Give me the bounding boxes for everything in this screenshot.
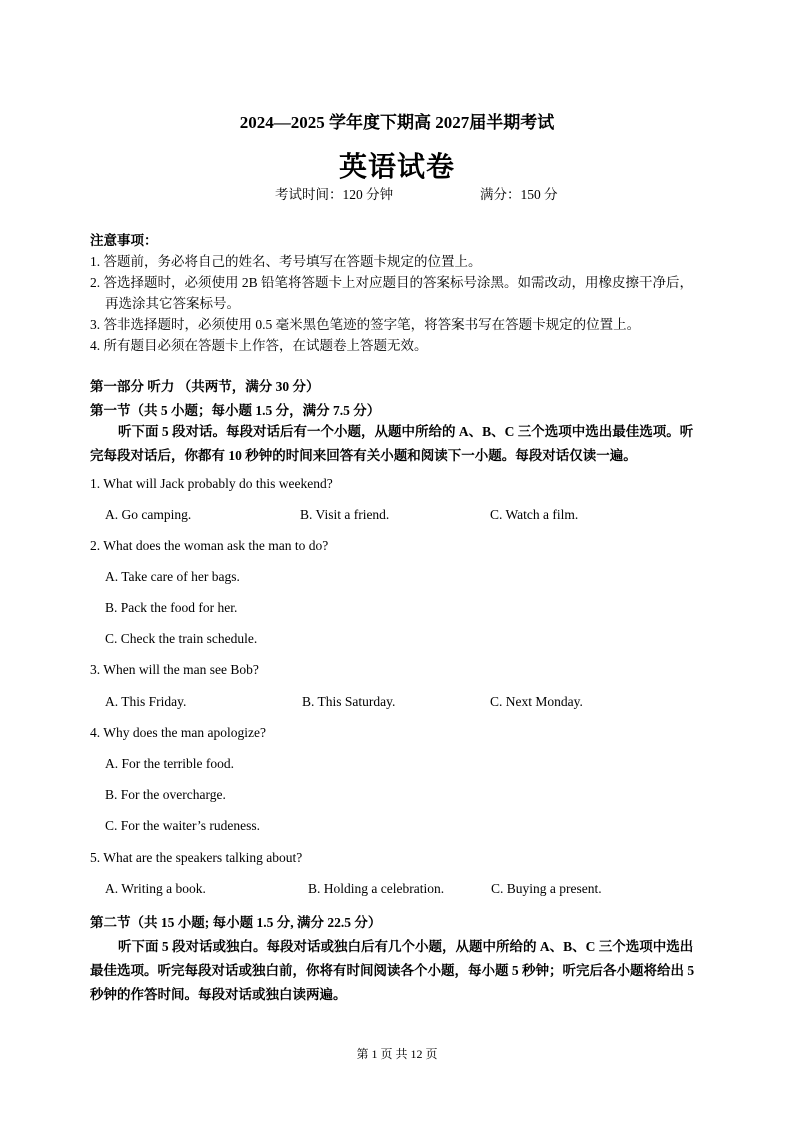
exam-time: 考试时间：120 分钟 xyxy=(275,187,394,202)
notice-item: 1. 答题前，务必将自己的姓名、考号填写在答题卡规定的位置上。 xyxy=(90,254,482,269)
answer-option: C. For the waiter’s rudeness. xyxy=(105,818,260,833)
question-stem: 1. What will Jack probably do this weekend? xyxy=(90,476,333,491)
page-number: 第 1 页 共 12 页 xyxy=(356,1047,438,1061)
full-score: 满分：150 分 xyxy=(480,187,558,202)
question-stem: 5. What are the speakers talking about? xyxy=(90,850,303,865)
answer-option: C. Watch a film. xyxy=(490,507,579,522)
question-stem: 4. Why does the man apologize? xyxy=(90,725,266,740)
answer-option: C. Check the train schedule. xyxy=(105,631,258,646)
answer-option: A. Writing a book. xyxy=(105,881,206,896)
answer-option: C. Buying a present. xyxy=(491,881,602,896)
answer-option: B. For the overcharge. xyxy=(105,787,226,802)
section2-instruction: 听下面 5 段对话或独白。每段对话或独白后有几个小题，从题中所给的 A、B、C 三个选项中选出最佳选项。听完每段对话或独白前，你将有时间阅读各个小题，每小题 5 秒钟；听完后各小题将给出 5 秒钟的作答时间。每段对话或独白读两遍。 xyxy=(90,939,695,1002)
part1-heading: 第一部分 听力 （共两节，满分 30 分） xyxy=(90,379,320,394)
answer-option: B. Visit a friend. xyxy=(300,507,390,522)
question-stem: 3. When will the man see Bob? xyxy=(90,662,259,677)
answer-option: B. Pack the food for her. xyxy=(105,600,238,615)
answer-option: B. This Saturday. xyxy=(302,694,396,709)
question-stem: 2. What does the woman ask the man to do? xyxy=(90,538,329,553)
answer-option: B. Holding a celebration. xyxy=(308,881,445,896)
answer-option: A. This Friday. xyxy=(105,694,187,709)
answer-option: A. Take care of her bags. xyxy=(105,569,240,584)
answer-option: A. Go camping. xyxy=(105,507,192,522)
section2-heading: 第二节（共 15 小题; 每小题 1.5 分, 满分 22.5 分） xyxy=(90,915,382,930)
section1-instruction: 听下面 5 段对话。每段对话后有一个小题，从题中所给的 A、B、C 三个选项中选出最佳选项。听完每段对话后，你都有 10 秒钟的时间来回答有关小题和阅读下一小题。每段对话仅读一遍。 xyxy=(90,424,694,463)
section1-heading: 第一节（共 5 小题；每小题 1.5 分，满分 7.5 分） xyxy=(90,403,381,418)
answer-option: A. For the terrible food. xyxy=(105,756,234,771)
answer-option: C. Next Monday. xyxy=(490,694,583,709)
notice-item: 4. 所有题目必须在答题卡上作答，在试题卷上答题无效。 xyxy=(90,338,428,353)
subject-title: 英语试卷 xyxy=(338,152,455,183)
notice-item-continued: 再选涂其它答案标号。 xyxy=(105,296,240,311)
notice-item: 3. 答非选择题时，必须使用 0.5 毫米黑色笔迹的签字笔，将答案书写在答题卡规定的位置上。 xyxy=(90,317,641,332)
notice-heading: 注意事项： xyxy=(90,233,158,248)
exam-title: 2024—2025 学年度下期高 2027届半期考试 xyxy=(239,113,555,132)
notice-item: 2. 答选择题时，必须使用 2B 铅笔将答题卡上对应题目的答案标号涂黑。如需改动，用橡皮擦干净后， xyxy=(90,275,694,290)
